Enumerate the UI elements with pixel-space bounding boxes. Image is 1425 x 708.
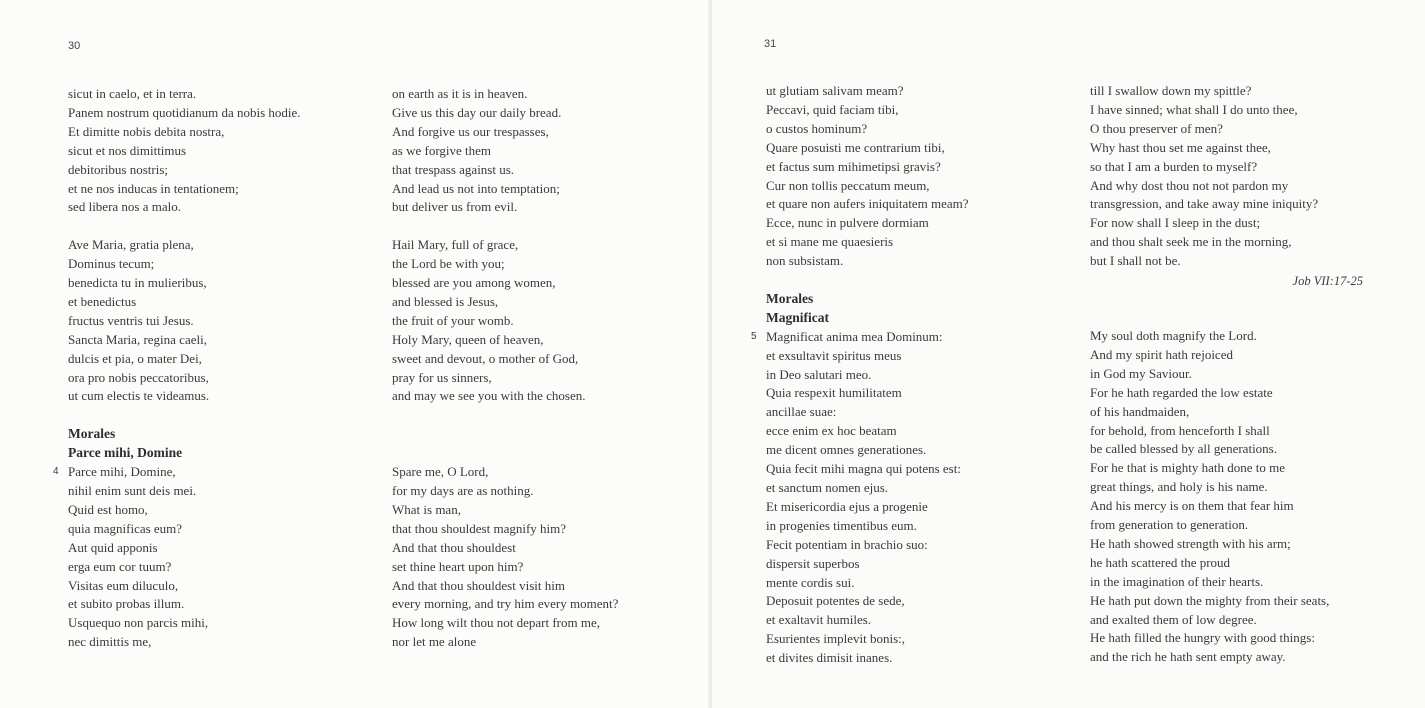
citation: Job VII:17-25 — [1292, 274, 1363, 289]
page-number: 31 — [764, 38, 777, 50]
text-line: and thou shalt seek me in the morning, — [1090, 234, 1292, 250]
text-line: For now shall I sleep in the dust; — [1090, 215, 1261, 231]
text-line: et sanctum nomen ejus. — [766, 480, 889, 496]
text-line: but I shall not be. — [1090, 253, 1181, 269]
text-line: sicut in caelo, et in terra. — [68, 86, 197, 101]
text-line: great things, and holy is his name. — [1090, 479, 1268, 495]
text-line: Spare me, O Lord, — [392, 464, 489, 480]
text-line: Ecce, nunc in pulvere dormiam — [766, 215, 929, 231]
text-line: Hail Mary, full of grace, — [392, 237, 519, 253]
text-line: Quia respexit humilitatem — [766, 385, 902, 401]
text-line: Et dimitte nobis debita nostra, — [68, 123, 225, 139]
latin-block — [68, 236, 301, 406]
text-line: My soul doth magnify the Lord. — [1090, 327, 1257, 343]
section-title: Magnificat — [766, 309, 829, 325]
text-line: pray for us sinners, — [392, 369, 492, 385]
text-line: non subsistam. — [766, 253, 844, 269]
english-block — [392, 85, 618, 217]
latin-block — [68, 85, 301, 217]
text-line: Usquequo non parcis mihi, — [68, 615, 209, 631]
text-line: et quare non aufers iniquitatem meam? — [766, 196, 969, 212]
text-line: till I swallow down my spittle? — [1090, 83, 1252, 98]
text-line: ut cum electis te videamus. — [68, 388, 210, 404]
text-line: And why dost thou not not pardon my — [1090, 177, 1289, 193]
english-block — [392, 236, 618, 406]
text-line: debitoribus nostris; — [68, 161, 169, 177]
text-line: blessed are you among women, — [392, 275, 556, 291]
text-line: Quia fecit mihi magna qui potens est: — [766, 461, 961, 477]
text-line: he hath scattered the proud — [1090, 554, 1231, 570]
latin-block — [53, 463, 301, 652]
text-line: Why hast thou set me against thee, — [1090, 139, 1271, 155]
text-line: as we forgive them — [392, 142, 492, 158]
text-line: that trespass against us. — [392, 161, 515, 177]
text-line: Aut quid apponis — [68, 539, 158, 555]
text-line: be called blessed by all generations. — [1090, 441, 1277, 457]
text-line: et divites dimisit inanes. — [766, 650, 893, 666]
text-line: and exalted them of low degree. — [1090, 611, 1257, 627]
text-line-content: Magnificat anima mea Dominum: — [766, 328, 943, 344]
text-line: Deposuit potentes de sede, — [766, 593, 905, 609]
text-line: For he that is mighty hath done to me — [1090, 460, 1285, 476]
text-line: O thou preserver of men? — [1090, 120, 1223, 136]
text-line: in the imagination of their hearts. — [1090, 573, 1264, 589]
text-line: et benedictus — [68, 293, 137, 309]
text-line: And forgive us our trespasses, — [392, 123, 549, 139]
section-composer: Morales — [766, 290, 814, 306]
english-block — [1090, 82, 1363, 271]
text-line: sicut et nos dimittimus — [68, 142, 187, 158]
text-line: Give us this day our daily bread. — [392, 104, 562, 120]
text-line: And my spirit hath rejoiced — [1090, 346, 1233, 362]
text-line: benedicta tu in mulieribus, — [68, 275, 207, 291]
text-line: And lead us not into temptation; — [392, 180, 560, 196]
text-line: and may we see you with the chosen. — [392, 388, 586, 404]
text-line: How long wilt thou not depart from me, — [392, 615, 600, 631]
text-line: dispersit superbos — [766, 555, 860, 571]
latin-block — [766, 82, 969, 271]
text-line: that thou shouldest magnify him? — [392, 520, 567, 536]
text-line: sed libera nos a malo. — [68, 199, 181, 215]
text-line: nor let me alone — [392, 634, 477, 650]
text-line: in progenies timentibus eum. — [766, 517, 917, 533]
text-line: And his mercy is on them that fear him — [1090, 498, 1294, 514]
text-line: Holy Mary, queen of heaven, — [392, 331, 544, 347]
text-line: dulcis et pia, o mater Dei, — [68, 350, 202, 366]
text-line: in God my Saviour. — [1090, 365, 1192, 381]
text-line: et exaltavit humiles. — [766, 612, 872, 628]
text-line: ancillae suae: — [766, 404, 837, 420]
text-line: And that thou shouldest — [392, 539, 516, 555]
english-column — [1090, 82, 1363, 667]
track-number: 5 — [751, 330, 757, 342]
text-line: quia magnificas eum? — [68, 520, 183, 536]
text-line: Peccavi, quid faciam tibi, — [766, 101, 899, 117]
text-line: ora pro nobis peccatoribus, — [68, 369, 209, 385]
text-line: the fruit of your womb. — [392, 312, 514, 328]
text-line: I have sinned; what shall I do unto thee, — [1090, 101, 1298, 117]
text-line: Visitas eum diluculo, — [68, 577, 179, 593]
text-line: sweet and devout, o mother of God, — [392, 350, 579, 366]
text-line: Fecit potentiam in brachio suo: — [766, 536, 928, 552]
text-line: He hath filled the hungry with good things: — [1090, 630, 1315, 646]
latin-column — [751, 82, 969, 668]
text-line: Sancta Maria, regina caeli, — [68, 331, 207, 347]
latin-block — [751, 328, 969, 668]
text-line: nihil enim sunt deis mei. — [68, 483, 197, 498]
section-title: Parce mihi, Domine — [68, 445, 183, 461]
text-line: transgression, and take away mine iniquity? — [1090, 196, 1319, 212]
track-number: 4 — [53, 466, 59, 478]
text-line: He hath showed strength with his arm; — [1090, 535, 1291, 551]
text-line: on earth as it is in heaven. — [392, 86, 528, 101]
page-number: 30 — [68, 40, 81, 52]
text-line: et ne nos inducas in tentationem; — [68, 180, 239, 196]
text-line: me dicent omnes generationes. — [766, 442, 927, 458]
text-line: et subito probas illum. — [68, 596, 185, 612]
text-line: What is man, — [392, 501, 461, 517]
text-line — [751, 328, 969, 347]
text-line — [53, 463, 301, 482]
text-line: set thine heart upon him? — [392, 558, 524, 574]
section-composer: Morales — [68, 426, 116, 442]
latin-column — [53, 85, 301, 652]
text-line: the Lord be with you; — [392, 256, 505, 272]
right-page — [712, 0, 1425, 708]
text-line: et si mane me quaesieris — [766, 234, 894, 250]
text-line: and blessed is Jesus, — [392, 293, 499, 309]
text-line: Et misericordia ejus a progenie — [766, 498, 928, 514]
text-line: fructus ventris tui Jesus. — [68, 312, 194, 328]
text-line: of his handmaiden, — [1090, 403, 1190, 419]
text-line: et factus sum mihimetipsi gravis? — [766, 158, 941, 174]
text-line: so that I am a burden to myself? — [1090, 158, 1258, 174]
text-line: Panem nostrum quotidianum da nobis hodie. — [68, 104, 301, 120]
english-block — [1090, 327, 1363, 667]
text-line: And that thou shouldest visit him — [392, 577, 565, 593]
text-line: For he hath regarded the low estate — [1090, 384, 1273, 400]
text-line: et exsultavit spiritus meus — [766, 347, 902, 363]
text-line: Dominus tecum; — [68, 256, 155, 272]
text-line: Ave Maria, gratia plena, — [68, 237, 194, 253]
text-line: ecce enim ex hoc beatam — [766, 423, 897, 439]
text-line: He hath put down the mighty from their seats, — [1090, 592, 1330, 608]
text-line: from generation to generation. — [1090, 517, 1249, 533]
text-line: o custos hominum? — [766, 120, 868, 136]
text-line: and the rich he hath sent empty away. — [1090, 649, 1286, 665]
text-line: for behold, from henceforth I shall — [1090, 422, 1270, 438]
text-line: mente cordis sui. — [766, 574, 855, 590]
left-page — [0, 0, 712, 708]
text-line: ut glutiam salivam meam? — [766, 83, 904, 98]
english-column — [392, 85, 618, 652]
text-line-content: Parce mihi, Domine, — [68, 464, 176, 480]
text-line: Esurientes implevit bonis:, — [766, 631, 906, 647]
text-line: erga eum cor tuum? — [68, 558, 172, 574]
text-line: but deliver us from evil. — [392, 199, 518, 215]
text-line: every morning, and try him every moment? — [392, 596, 619, 612]
text-line: nec dimittis me, — [68, 634, 152, 650]
text-line: Cur non tollis peccatum meum, — [766, 177, 930, 193]
text-line: Quid est homo, — [68, 501, 148, 517]
text-line: in Deo salutari meo. — [766, 366, 872, 382]
english-block — [392, 463, 618, 652]
text-line: for my days are as nothing. — [392, 482, 534, 498]
text-line: Quare posuisti me contrarium tibi, — [766, 139, 945, 155]
